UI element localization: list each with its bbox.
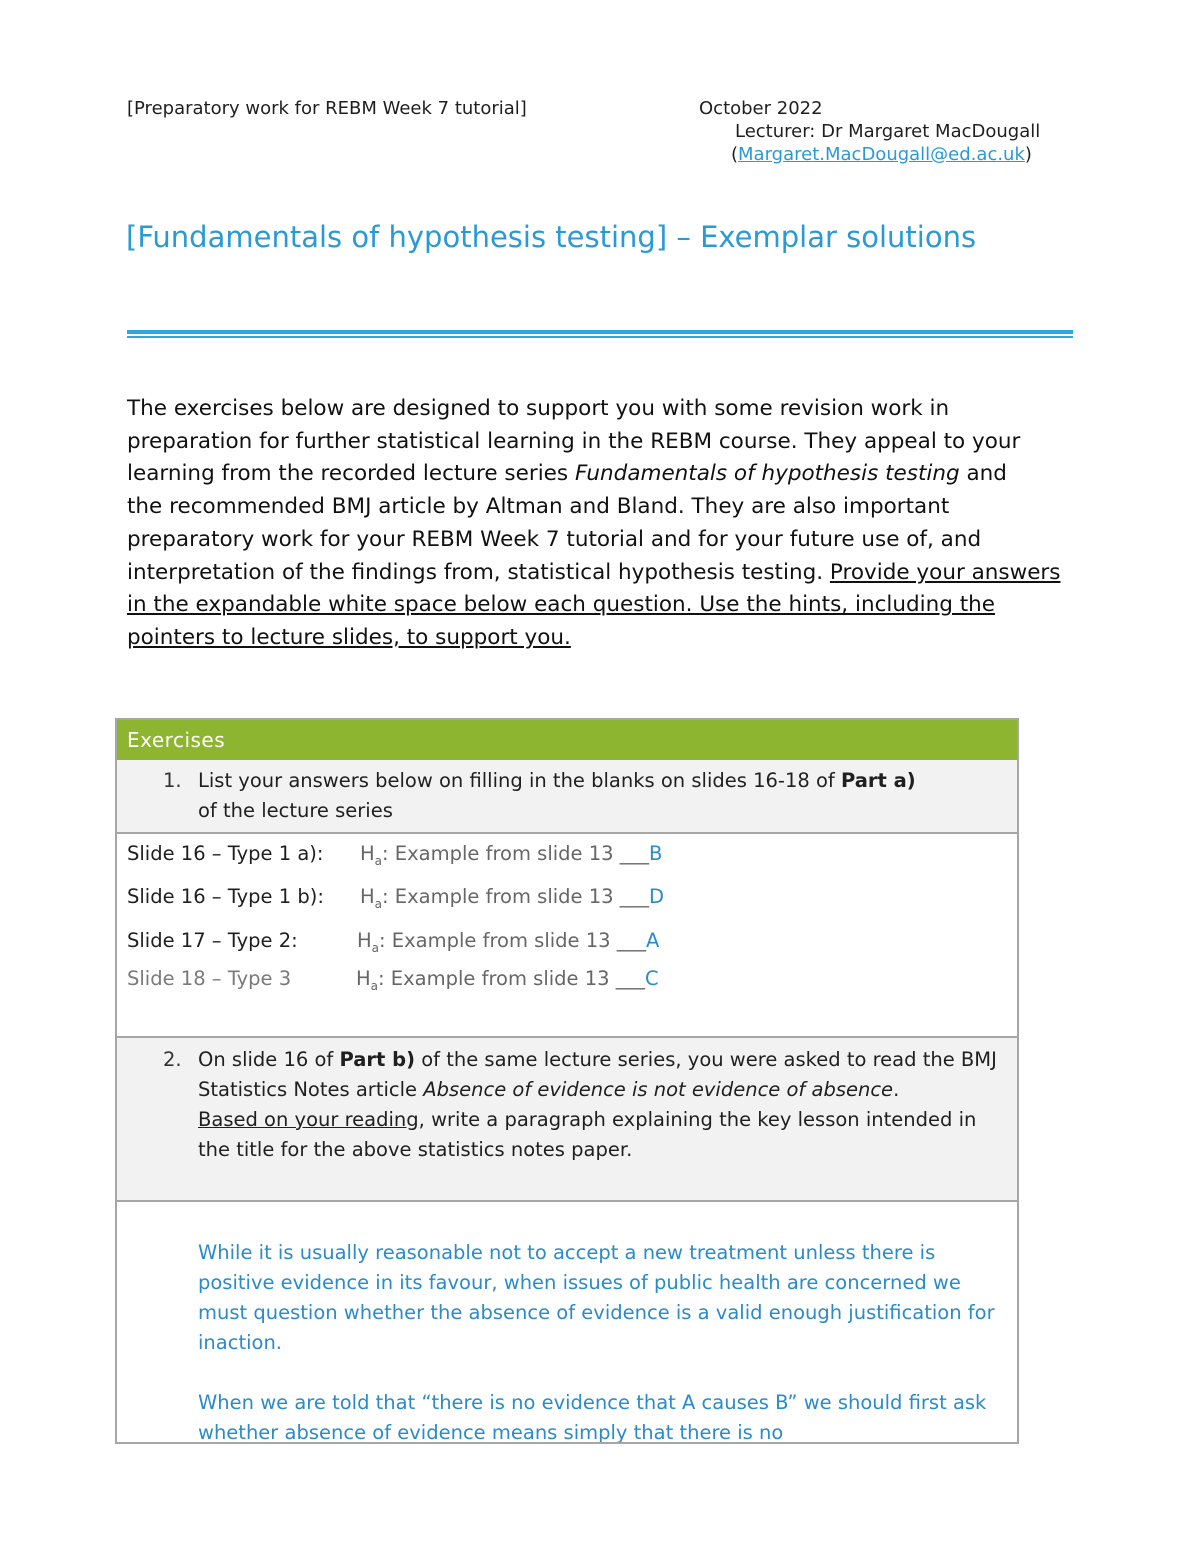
h-subscript: a [370, 978, 379, 993]
slide-label: Slide 18 – Type 3 [127, 967, 292, 990]
h-subscript: a [374, 896, 383, 911]
question-1-number: 1. [163, 769, 182, 792]
intro-text-3: the recommended BMJ article by Altman and Bland. They are also important preparatory work for your REBM Week 7 tutorial and for your future use of, and interpretation of the findings from, statistical hypothesis testing. [127, 494, 982, 585]
slide-example-text: : Example from slide 13 ___ [378, 967, 646, 990]
slide-answer-4 [127, 967, 291, 990]
slide-answer-value: A [646, 929, 660, 952]
question-2-underlined: Based on your reading [198, 1108, 419, 1131]
intro-instructions: Provide your answers in the expandable white space below each question. Use the hints, including the pointers to lecture slides, to support you. [127, 559, 1061, 650]
answer-2-paragraph-2: When we are told that “there is no evidence that A causes B” we should first ask whether absence of evidence means simply that there is no [198, 1391, 987, 1444]
exercises-heading: Exercises [127, 728, 226, 752]
h-symbol: H [357, 929, 372, 952]
title-rule-top [127, 330, 1073, 334]
lecturer-label: Lecturer: Dr Margaret MacDougall [735, 121, 1041, 142]
email-link[interactable]: Margaret.MacDougall@ed.ac.uk [738, 144, 1025, 165]
title-rule-bottom [127, 336, 1073, 338]
h-subscript: a [371, 940, 380, 955]
answer-2-paragraph-1: While it is usually reasonable not to accept a new treatment unless there is positive evidence in its favour, when issues of public health are concerned we must question whether the absence of evidence is a valid enough justification for inaction. [198, 1241, 995, 1354]
slide-answer-2-hypothesis [360, 885, 664, 911]
slide-label: Slide 16 – Type 1 b): [127, 885, 324, 908]
slide-answer-1-hypothesis [360, 842, 662, 868]
h-subscript: a [374, 853, 383, 868]
slide-answer-value: C [645, 967, 659, 990]
slide-answer-4-hypothesis [356, 967, 659, 993]
email-open-paren: ( [731, 144, 739, 165]
question-2-text-c: . [893, 1078, 900, 1101]
question-2-number: 2. [163, 1048, 182, 1071]
question-2-text-b: of the same lecture series, you were asked to read the BMJ Statistics Notes article [198, 1048, 997, 1101]
question-2-text [198, 1045, 1008, 1165]
intro-text-1: The exercises below are designed to support you with some revision work in preparation for further statistical learning in the REBM course. They appeal to your learning from the recorded lecture series [127, 396, 1021, 487]
intro-paragraph [127, 393, 1077, 655]
question-2-row [117, 1038, 1017, 1202]
exercises-table [115, 718, 1019, 1444]
date-label: October 2022 [699, 98, 823, 119]
slide-example-text: : Example from slide 13 ___ [382, 885, 650, 908]
course-label: [Preparatory work for REBM Week 7 tutorial] [127, 98, 527, 119]
page-title: [Fundamentals of hypothesis testing] – Exemplar solutions [126, 220, 977, 254]
question-1-row [117, 760, 1017, 834]
slide-answer-2 [127, 885, 324, 908]
lecture-series-title: Fundamentals of hypothesis testing [574, 461, 960, 487]
intro-text-2: and [959, 461, 1007, 487]
slide-example-text: : Example from slide 13 ___ [379, 929, 647, 952]
question-1-text-b: of the lecture series [198, 799, 393, 822]
slide-answer-value: B [649, 842, 663, 865]
email-close-paren: ) [1024, 144, 1032, 165]
slide-example-text: : Example from slide 13 ___ [382, 842, 650, 865]
question-2-text-a: On slide 16 of [198, 1048, 340, 1071]
question-1-part: Part a) [840, 769, 916, 792]
slide-answer-1 [127, 842, 323, 865]
h-symbol: H [356, 967, 371, 990]
h-symbol: H [360, 842, 375, 865]
h-symbol: H [360, 885, 375, 908]
question-1-text [198, 766, 1008, 826]
question-2-part: Part b) [339, 1048, 416, 1071]
question-2-text-d: , write a paragraph explaining the key lesson intended in the title for the above statistics notes paper. [198, 1108, 977, 1161]
intro-second-part [127, 491, 1077, 655]
exercises-header [117, 720, 1017, 760]
slide-answer-3 [127, 929, 298, 952]
email-line [731, 144, 1032, 165]
slide-label: Slide 17 – Type 2: [127, 929, 298, 952]
slide-label: Slide 16 – Type 1 a): [127, 842, 324, 865]
question-1-text-a: List your answers below on filling in the blanks on slides 16-18 of [198, 769, 841, 792]
intro-first-part [127, 393, 1077, 491]
slide-answer-value: D [649, 885, 665, 908]
slide-answer-3-hypothesis [357, 929, 659, 955]
article-title: Absence of evidence is not evidence of absence [423, 1078, 894, 1101]
